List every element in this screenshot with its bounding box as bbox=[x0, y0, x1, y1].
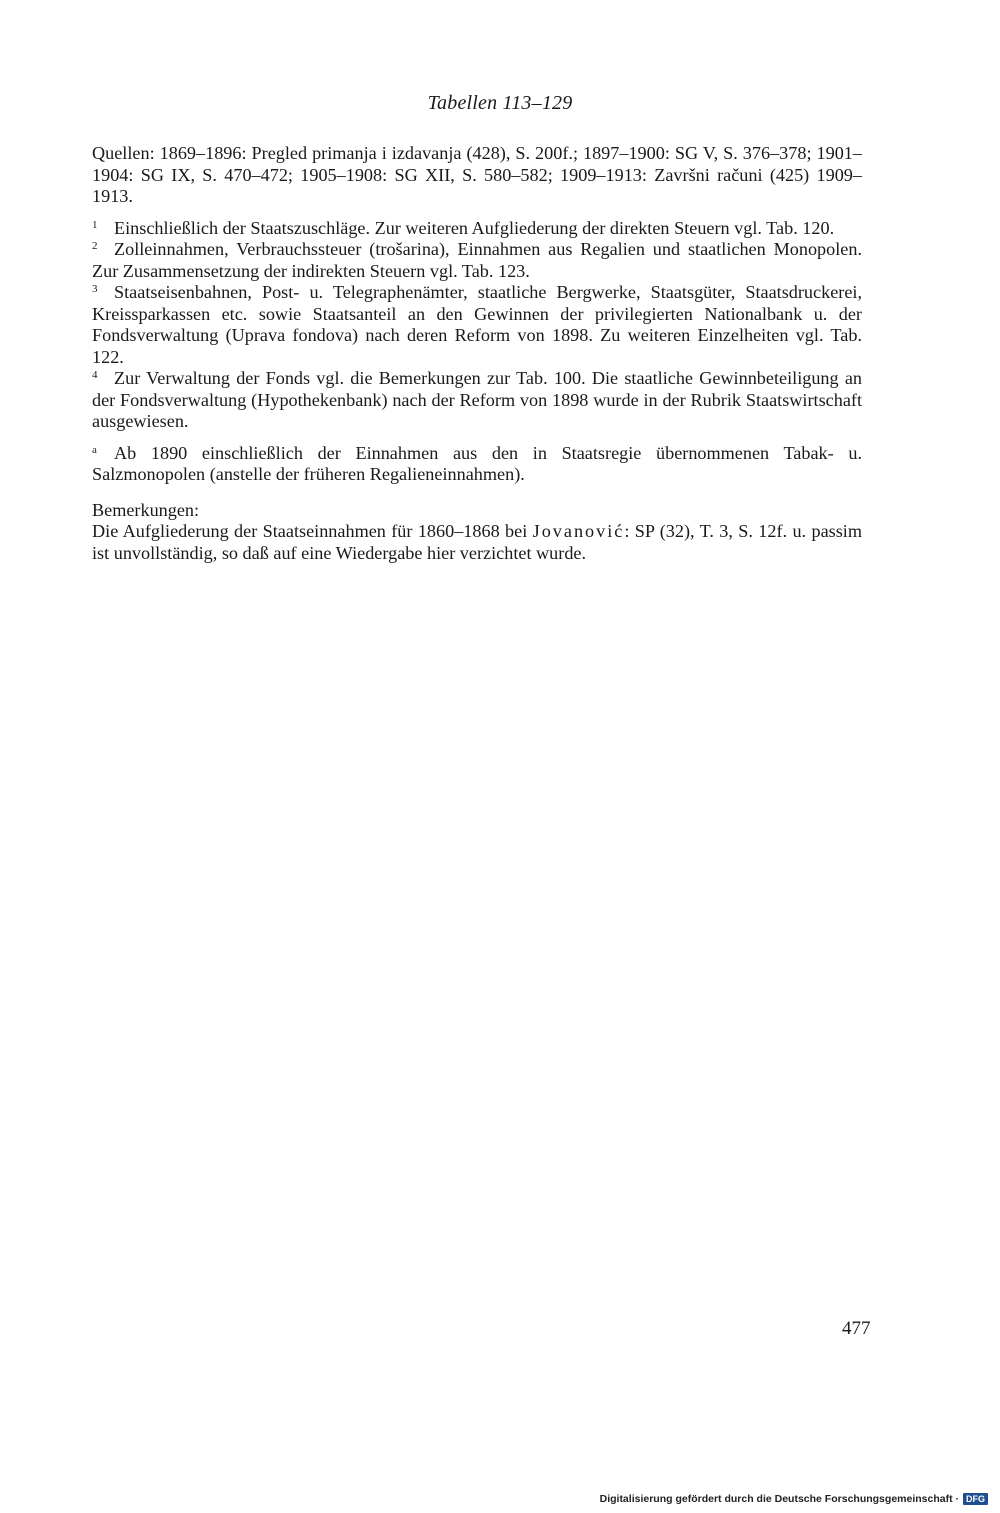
footnote-text: Staatseisenbahnen, Post- u. Telegraphenämter, staatliche Bergwerke, Staatsgüter, Staatsdruckerei, Kreissparkassen etc. sowie Staatsanteil an den Gewinnen der privilegierten Nationalbank u. der Fondsverwaltung (Uprava fondova) nach deren Reform von 1898. Zu weiteren Einzelheiten vgl. Tab. 122. bbox=[92, 282, 862, 367]
running-head: Tabellen 113–129 bbox=[427, 92, 573, 114]
footnote-text: Zur Verwaltung der Fonds vgl. die Bemerkungen zur Tab. 100. Die staatliche Gewinnbeteiligung an der Fondsverwaltung (Hypothekenbank) nach der Reform von 1898 wurde in der Rubrik Staatswirtschaft ausgewiesen. bbox=[92, 368, 862, 431]
remarks-text-after: : SP (32), T. 3, S. 12f. u. passim ist unvollständig, so daß auf eine Wiedergabe hier verzichtet wurde. bbox=[92, 521, 862, 563]
footnote-text: Zolleinnahmen, Verbrauchssteuer (trošarina), Einnahmen aus Regalien und staatlichen Monopolen. Zur Zusammensetzung der indirekten Steuern vgl. Tab. 123. bbox=[92, 239, 862, 281]
footnote-a: a Ab 1890 einschließlich der Einnahmen aus den in Staatsregie übernommenen Tabak- u. Salzmonopolen (anstelle der früheren Regalieneinnahmen). bbox=[92, 442, 862, 484]
remarks-heading: Bemerkungen: bbox=[92, 499, 200, 520]
credit-text: Digitalisierung gefördert durch die Deutsche Forschungsgemeinschaft · bbox=[599, 1493, 959, 1505]
footnote-2: 2 Zolleinnahmen, Verbrauchssteuer (trošarina), Einnahmen aus Regalien und staatlichen Monopolen. Zur Zusammensetzung der indirekten Steuern vgl. Tab. 123. bbox=[92, 239, 862, 281]
page-number: 477 bbox=[842, 1318, 871, 1339]
footnote-text: Ab 1890 einschließlich der Einnahmen aus den in Staatsregie übernommenen Tabak- u. Salzmonopolen (anstelle der früheren Regalieneinnahmen). bbox=[92, 442, 862, 484]
footnote-4: 4 Zur Verwaltung der Fonds vgl. die Bemerkungen zur Tab. 100. Die staatliche Gewinnbeteiligung an der Fondsverwaltung (Hypothekenbank) nach der Reform von 1898 wurde in der Rubrik Staatswirtschaft ausgewiesen. bbox=[92, 368, 862, 431]
notes-block bbox=[92, 143, 862, 564]
footnote-text: Einschließlich der Staatszuschläge. Zur weiteren Aufgliederung der direkten Steuern vgl. Tab. 120. bbox=[114, 217, 835, 238]
remarks-author: Jovanović bbox=[532, 521, 625, 541]
remarks-text-before: Die Aufgliederung der Staatseinnahmen für 1860–1868 bei bbox=[92, 521, 533, 541]
remarks-text bbox=[92, 521, 862, 564]
remarks-section bbox=[92, 500, 862, 565]
digitization-credit bbox=[600, 1493, 988, 1505]
footnote-1: 1 Einschließlich der Staatszuschläge. Zur weiteren Aufgliederung der direkten Steuern vgl. Tab. 120. bbox=[92, 217, 835, 238]
dfg-logo: DFG bbox=[963, 1493, 988, 1505]
sources-paragraph: Quellen: 1869–1896: Pregled primanja i izdavanja (428), S. 200f.; 1897–1900: SG V, S. 376–378; 1901–1904: SG IX, S. 470–472; 1905–1908: SG XII, S. 580–582; 1909–1913: Završni računi (425) 1909–1913. bbox=[92, 143, 862, 206]
footnote-3: 3 Staatseisenbahnen, Post- u. Telegraphenämter, staatliche Bergwerke, Staatsgüter, Staatsdruckerei, Kreissparkassen etc. sowie Staatsanteil an den Gewinnen der privilegierten Nationalbank u. der Fondsverwaltung (Uprava fondova) nach deren Reform von 1898. Zu weiteren Einzelheiten vgl. Tab. 122. bbox=[92, 282, 862, 367]
